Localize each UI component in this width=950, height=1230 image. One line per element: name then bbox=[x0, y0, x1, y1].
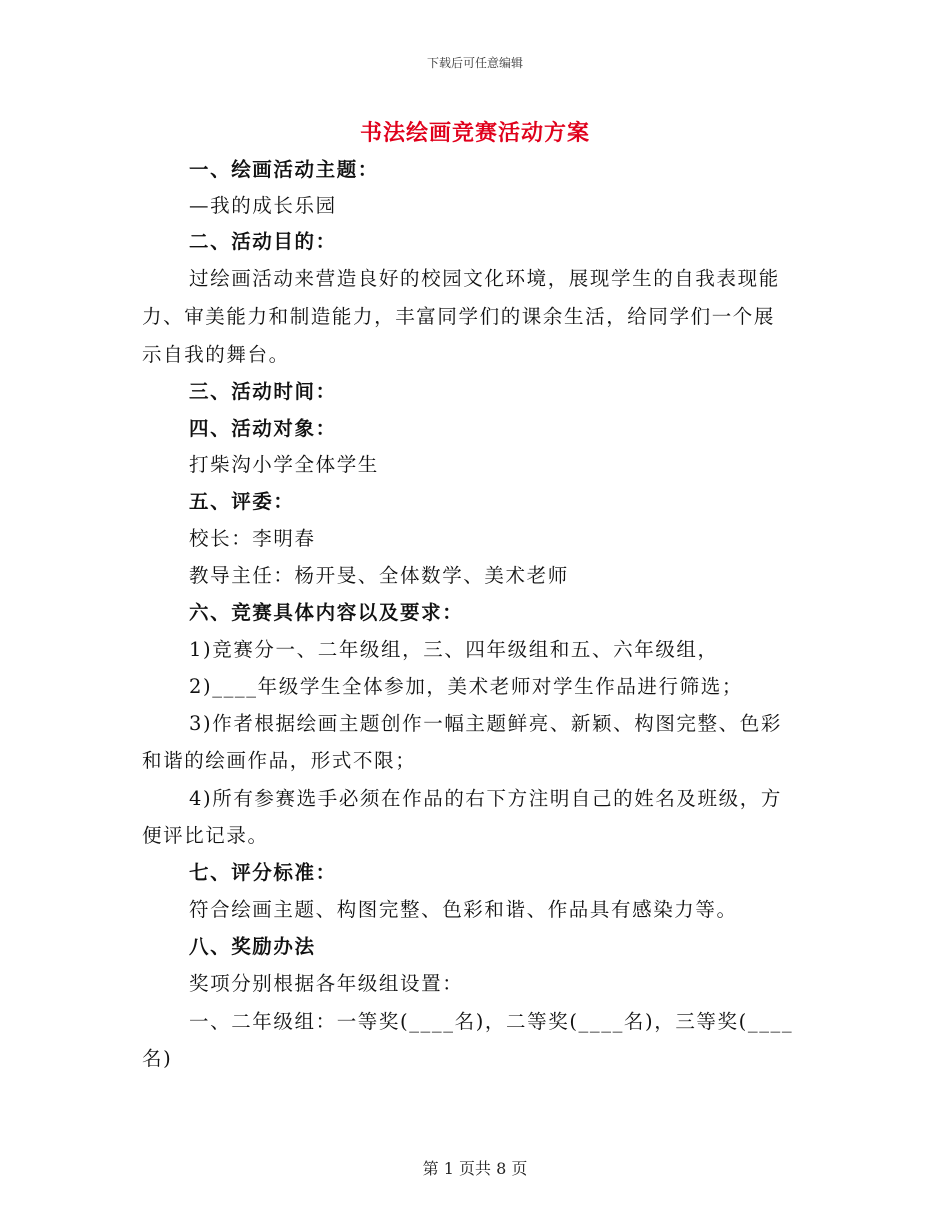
paragraph-line: 打柴沟小学全体学生 bbox=[189, 453, 379, 476]
list-item-continuation: 便评比记录。 bbox=[142, 824, 269, 847]
list-item: 1)竞赛分一、二年级组，三、四年级组和五、六年级组， bbox=[189, 638, 719, 661]
list-item-continuation: 和谐的绘画作品，形式不限； bbox=[142, 749, 417, 772]
paragraph-line: 奖项分别根据各年级组设置： bbox=[189, 972, 464, 995]
paragraph-line: 名) bbox=[142, 1047, 173, 1070]
section-heading-target: 四、活动对象： bbox=[189, 417, 337, 440]
section-heading-requirements: 六、竞赛具体内容以及要求： bbox=[189, 601, 464, 624]
list-item: 2)____年级学生全体参加，美术老师对学生作品进行筛选； bbox=[189, 675, 743, 698]
page-footer: 第 1 页共 8 页 bbox=[422, 1159, 528, 1178]
section-heading-purpose: 二、活动目的： bbox=[189, 230, 337, 253]
section-heading-judges: 五、评委： bbox=[189, 490, 295, 513]
paragraph-line: 教导主任：杨开旻、全体数学、美术老师 bbox=[189, 564, 569, 587]
paragraph-line: 示自我的舞台。 bbox=[142, 343, 290, 366]
paragraph-line: 符合绘画主题、构图完整、色彩和谐、作品具有感染力等。 bbox=[189, 898, 738, 921]
paragraph-line: —我的成长乐园 bbox=[189, 194, 337, 217]
section-heading-theme: 一、绘画活动主题： bbox=[189, 158, 379, 181]
paragraph-line: 力、审美能力和制造能力，丰富同学们的课余生活，给同学们一个展 bbox=[142, 305, 776, 328]
section-heading-awards: 八、奖励办法 bbox=[189, 935, 316, 958]
list-item: 3)作者根据绘画主题创作一幅主题鲜亮、新颖、构图完整、色彩 bbox=[189, 712, 782, 735]
section-heading-time: 三、活动时间： bbox=[189, 380, 337, 403]
section-heading-scoring: 七、评分标准： bbox=[189, 861, 337, 884]
list-item: 4)所有参赛选手必须在作品的右下方注明自己的姓名及班级，方 bbox=[189, 787, 782, 810]
paragraph-line: 一、二年级组：一等奖(____名)，二等奖(____名)，三等奖(____ bbox=[189, 1010, 794, 1033]
document-title: 书法绘画竞赛活动方案 bbox=[359, 120, 590, 146]
paragraph-line: 校长：李明春 bbox=[189, 527, 316, 550]
header-note: 下载后可任意编辑 bbox=[426, 56, 523, 70]
paragraph-line: 过绘画活动来营造良好的校园文化环境，展现学生的自我表现能 bbox=[189, 267, 780, 290]
